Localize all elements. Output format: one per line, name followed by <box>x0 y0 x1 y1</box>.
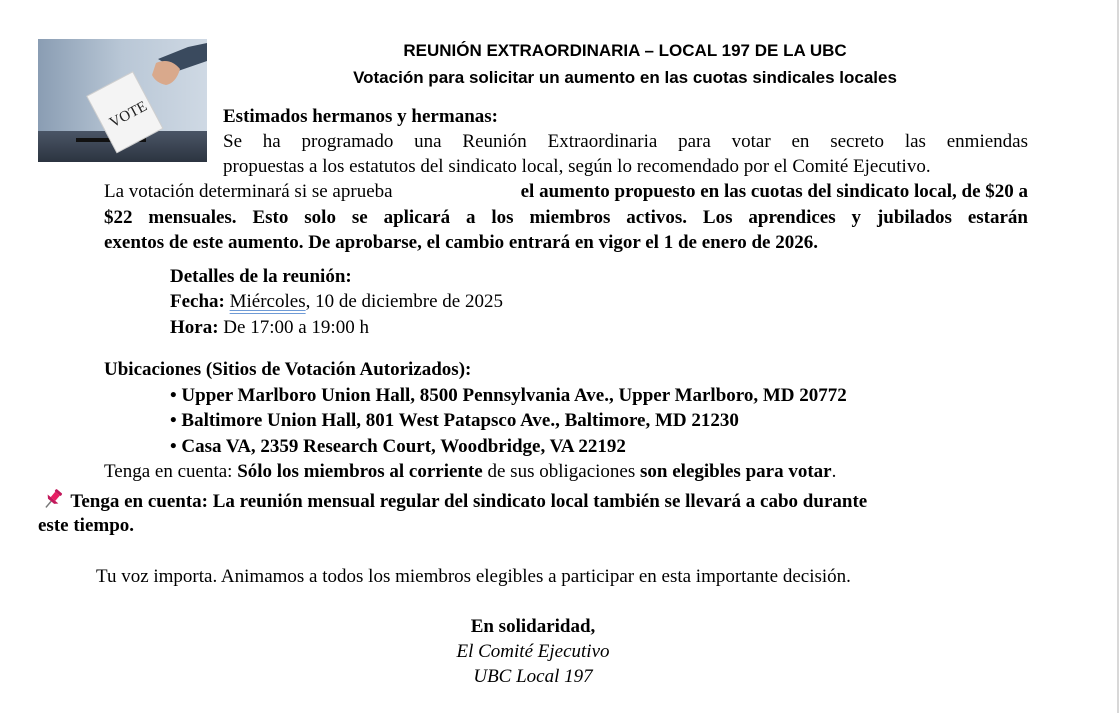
intro-line-3-bold: el aumento propuesto en las cuotas del sindicato local, de $20 a <box>520 181 1028 202</box>
locations-heading: Ubicaciones (Sitios de Votación Autorizados): <box>104 359 472 380</box>
intro-line-3 <box>104 180 1028 204</box>
eligibility-note <box>104 460 836 484</box>
page-title: REUNIÓN EXTRAORDINARIA – LOCAL 197 DE LA UBC <box>403 41 847 60</box>
closing-message: Tu voz importa. Animamos a todos los miembros elegibles a participar en esta importante decisión. <box>96 566 851 587</box>
details-time <box>170 316 369 340</box>
intro-line-4: $22 mensuales. Esto solo se aplicará a los miembros activos. Los aprendices y jubilados estarán <box>104 207 1028 228</box>
note-bold-2: son elegibles para votar <box>640 461 832 482</box>
note-middle: de sus obligaciones <box>482 461 641 482</box>
intro-line-3-plain: La votación determinará si se aprueba <box>104 181 398 202</box>
intro-line-5: exentos de este aumento. De aprobarse, el cambio entrará en vigor el 1 de enero de 2026. <box>104 232 818 253</box>
note-prefix: Tenga en cuenta: <box>104 461 238 482</box>
intro-line-2: propuestas a los estatutos del sindicato local, según lo recomendado por el Comité Ejecutivo. <box>223 156 931 177</box>
details-date <box>170 290 503 314</box>
ballot-box-illustration <box>38 39 207 162</box>
location-item: • Upper Marlboro Union Hall, 8500 Pennsylvania Ave., Upper Marlboro, MD 20772 <box>170 385 847 406</box>
greeting: Estimados hermanos y hermanas: <box>223 106 498 127</box>
location-item: • Baltimore Union Hall, 801 West Patapsco Ave., Baltimore, MD 21230 <box>170 410 739 431</box>
intro-line-1: Se ha programado una Reunión Extraordinaria para votar en secreto las enmiendas <box>223 131 1028 152</box>
page-edge-line <box>1117 0 1119 713</box>
note-bold-1: Sólo los miembros al corriente <box>237 461 483 482</box>
location-item: • Casa VA, 2359 Research Court, Woodbridge, VA 22192 <box>170 436 626 457</box>
date-rest: , 10 de diciembre de 2025 <box>305 291 503 312</box>
closing-local: UBC Local 197 <box>473 666 593 687</box>
time-label: Hora: <box>170 317 219 338</box>
details-heading: Detalles de la reunión: <box>170 266 352 287</box>
pushpin-icon <box>40 488 66 510</box>
time-value: De 17:00 a 19:00 h <box>218 317 369 338</box>
note2-line-2: este tiempo. <box>38 515 135 536</box>
date-day: Miércoles <box>229 291 306 312</box>
ballot-box-photo <box>38 39 207 162</box>
ballot-text: VOTE <box>107 98 150 132</box>
date-label: Fecha: <box>170 291 225 312</box>
monthly-meeting-note <box>40 488 867 514</box>
closing-committee: El Comité Ejecutivo <box>456 641 610 662</box>
note-end: . <box>831 461 837 482</box>
page-subtitle: Votación para solicitar un aumento en las cuotas sindicales locales <box>353 68 897 87</box>
note2-line-1: Tenga en cuenta: La reunión mensual regular del sindicato local también se llevará a cabo durante <box>66 491 868 512</box>
closing-solidarity: En solidaridad, <box>470 616 596 637</box>
